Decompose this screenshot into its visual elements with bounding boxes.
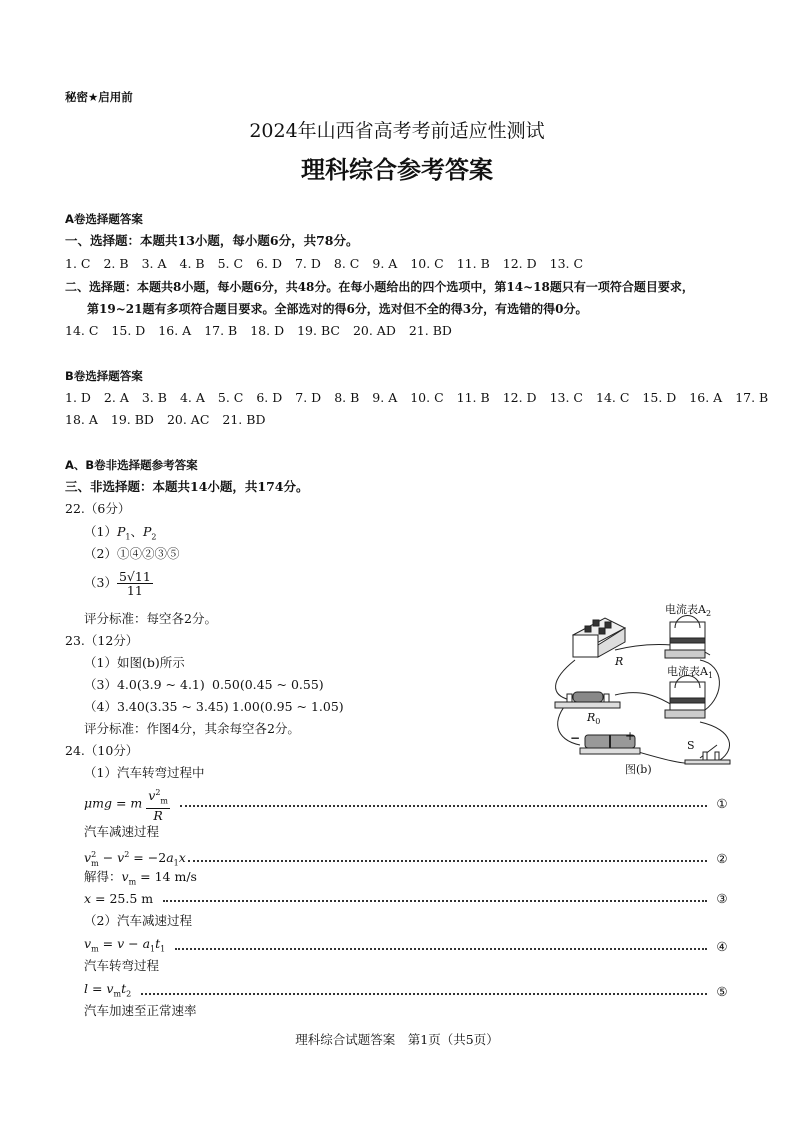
answer: 13. C <box>549 256 584 271</box>
answer: 10. C <box>410 256 444 271</box>
answer: 15. D <box>642 390 677 405</box>
q23-grading: 评分标准：作图4分，其余每空各2分。 <box>84 721 300 736</box>
answer: 13. C <box>549 390 583 405</box>
q24-part2: （2）汽车减速过程 <box>84 913 192 928</box>
answer: 3. B <box>141 390 167 405</box>
equation-5 <box>84 981 729 1003</box>
answer: 19. BD <box>110 412 154 427</box>
dot-leader <box>188 860 707 862</box>
section-a-heading: A卷选择题答案 <box>65 212 143 226</box>
part2-description-line2: 第19~21题有多项符合题目要求。全部选对的得6分，选对但不全的得3分，有选错的得0分。 <box>87 302 588 316</box>
answer: 5. C <box>217 390 244 405</box>
nonchoice-description: 三、非选择题：本题共14小题，共174分。 <box>65 479 309 494</box>
answer: 18. D <box>250 323 285 338</box>
answer: 20. AC <box>166 412 210 427</box>
answer: 7. D <box>295 390 322 405</box>
answer: 1. D <box>65 390 91 405</box>
label: （3） <box>84 575 117 590</box>
circuit-diagram <box>545 600 745 780</box>
formula: $v_m = v - a_1t_1$ <box>84 936 166 954</box>
answer: 16. A <box>158 323 192 338</box>
dot-leader <box>163 900 707 902</box>
answer: 21. BD <box>408 323 452 338</box>
dot-leader <box>180 805 707 807</box>
fraction <box>117 570 153 597</box>
answer: 16. A <box>689 390 723 405</box>
answer: 8. B <box>334 390 360 405</box>
page-title: 理科综合参考答案 <box>301 156 493 184</box>
circuit-figure <box>545 600 745 780</box>
sub: 2 <box>705 609 712 619</box>
answer: 17. B <box>735 390 769 405</box>
answer: 6. D <box>256 390 283 405</box>
battery-plus: + <box>625 729 636 743</box>
answer: 2. A <box>103 390 129 405</box>
q22-answer-3 <box>84 570 153 597</box>
answer: 12. D <box>502 390 537 405</box>
part1-description: 一、选择题：本题共13小题，每小题6分，共78分。 <box>65 233 359 248</box>
section-b-answers-line2 <box>65 412 278 428</box>
equation-mark: ① <box>716 795 728 811</box>
q24-part1: （1）汽车转弯过程中 <box>84 765 205 780</box>
ammeter-a1-label <box>667 664 713 684</box>
answer: 9. A <box>372 390 398 405</box>
denominator: 11 <box>126 583 143 598</box>
label: 电流表A <box>667 665 708 678</box>
sub: 0 <box>595 717 601 727</box>
answer: 21. BD <box>222 412 266 427</box>
q24-turn: 汽车转弯过程 <box>84 958 160 973</box>
answer: 15. D <box>111 323 146 338</box>
answer: 3. A <box>141 256 167 271</box>
formula: μmg = m $\frac{v^2_m}{R}$ <box>84 788 168 823</box>
page-footer: 理科综合试题答案 第1页（共5页） <box>295 1032 499 1047</box>
answer: 10. C <box>410 390 444 405</box>
resistor-box <box>573 618 625 657</box>
confidential-label: 秘密★启用前 <box>65 90 133 104</box>
answer: 6. D <box>256 256 282 271</box>
section-b-heading: B卷选择题答案 <box>65 369 143 383</box>
q23-answer-3a: （3）4.0(3.9 ~ 4.1) <box>84 677 205 692</box>
resistor-r-label: R <box>615 655 624 668</box>
answer: 11. B <box>456 390 490 405</box>
answer: 14. C <box>65 323 99 338</box>
answer: 2. B <box>103 256 129 271</box>
q23-answer-4b: 1.00(0.95 ~ 1.05) <box>232 699 344 714</box>
q24-title: 24.（10分） <box>65 743 139 758</box>
answer: 7. D <box>294 256 321 271</box>
answer: 19. BC <box>297 323 340 338</box>
answer: 8. C <box>333 256 360 271</box>
answer: 4. B <box>179 256 205 271</box>
label: （1） <box>84 524 117 539</box>
label: R <box>587 711 596 724</box>
q23-answer-1: （1）如图(b)所示 <box>84 655 185 670</box>
formula: $l = v_mt_2$ <box>84 981 132 999</box>
battery-minus: − <box>570 731 581 745</box>
ammeter-a2-label <box>665 602 711 622</box>
label: 解得： <box>84 869 122 884</box>
q22-answer-1 <box>84 524 157 546</box>
equation-3 <box>84 891 729 907</box>
answer: 4. A <box>179 390 205 405</box>
sep: 、 <box>130 524 143 539</box>
answer: 11. B <box>456 256 490 271</box>
sub: 2 <box>151 532 157 542</box>
q22-answer-2: （2）①④②③⑤ <box>84 546 180 561</box>
dot-leader <box>141 993 707 995</box>
sub: 1 <box>125 532 131 542</box>
part2-description-line1: 二、选择题：本题共8小题，每小题6分，共48分。在每小题给出的四个选项中，第14~18题只有一项符合题目要求， <box>65 280 694 294</box>
q24-accel: 汽车加速至正常速率 <box>84 1003 197 1018</box>
equation-mark: ③ <box>716 891 728 906</box>
q24-decel: 汽车减速过程 <box>84 824 160 839</box>
figure-caption: 图(b) <box>625 763 652 776</box>
formula: x = 25.5 m <box>84 891 154 906</box>
value: = 14 m/s <box>136 869 197 884</box>
answer: 17. B <box>204 323 238 338</box>
var: P <box>142 524 152 539</box>
formula: $v^2_m - v^2 = -2a_1x$ <box>84 850 186 868</box>
answer: 12. D <box>502 256 537 271</box>
numerator: 5√11 <box>118 569 151 584</box>
q22-title: 22.（6分） <box>65 501 131 516</box>
part1-answers <box>65 256 596 272</box>
exam-title: 2024年山西省高考考前适应性测试 <box>249 120 545 142</box>
answer: 9. A <box>372 256 398 271</box>
dot-leader <box>175 948 707 950</box>
answer: 20. AD <box>352 323 396 338</box>
equation-mark: ④ <box>716 938 728 954</box>
answer: 5. C <box>217 256 244 271</box>
part2-answers <box>65 323 465 339</box>
switch-label: S <box>687 739 695 752</box>
answer: 1. C <box>65 256 91 271</box>
equation-4 <box>84 936 729 958</box>
var: P <box>116 524 126 539</box>
q23-answer-3b: 0.50(0.45 ~ 0.55) <box>212 677 324 692</box>
q23-title: 23.（12分） <box>65 633 139 648</box>
q24-solve: 解得：$v_m = 14$ m/s <box>84 869 197 887</box>
equation-1 <box>84 786 729 822</box>
answer: 14. C <box>596 390 630 405</box>
value: = 25.5 m <box>91 891 154 906</box>
q23-answer-4a: （4）3.40(3.35 ~ 3.45) <box>84 699 229 714</box>
nonchoice-heading: A、B卷非选择题参考答案 <box>65 458 198 472</box>
equation-2 <box>84 847 729 872</box>
section-b-answers-line1 <box>65 390 781 406</box>
q22-grading: 评分标准：每空各2分。 <box>84 611 217 626</box>
resistor-r0 <box>555 692 620 708</box>
label: 电流表A <box>665 603 706 616</box>
sub: 1 <box>707 671 714 681</box>
resistor-r0-label <box>587 710 600 730</box>
equation-mark: ⑤ <box>716 983 728 999</box>
answer: 18. A <box>65 412 98 427</box>
equation-mark: ② <box>716 851 728 867</box>
